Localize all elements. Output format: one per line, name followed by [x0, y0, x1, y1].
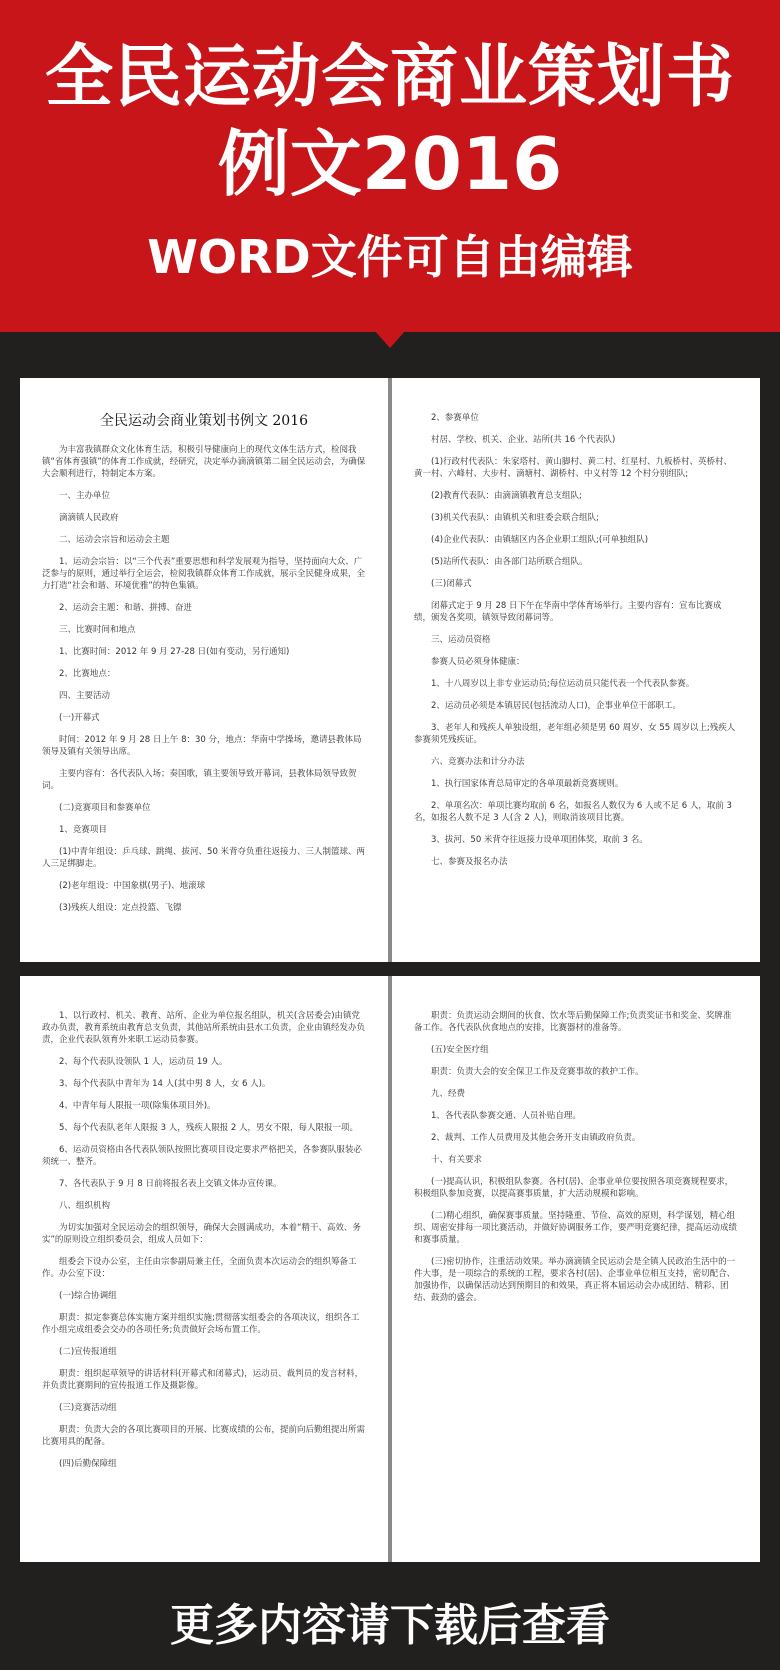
paragraph: 1、比赛时间：2012 年 9 月 27-28 日(如有变动，另行通知)	[59, 647, 290, 657]
page-divider	[388, 976, 392, 1562]
paragraph: 一、主办单位	[59, 491, 111, 501]
document-page-4	[392, 976, 760, 1562]
banner-title-line2: 例文2016	[217, 122, 563, 206]
paragraph: 职责：负责运动会期间的伙食、饮水等后勤保障工作;负责奖证书和奖金、奖牌准备工作。各代表队伙食地点的安排，比赛器材的准备等。	[414, 1011, 732, 1033]
paragraph: (三)竞赛活动组	[59, 1403, 117, 1413]
paragraph: (2)教育代表队：由滴滴镇教育总支组队;	[431, 491, 582, 501]
download-prompt: 更多内容请下载后查看	[170, 1600, 610, 1651]
title-banner	[0, 0, 780, 332]
paragraph: 职责：拟定参赛总体实施方案并组织实施;贯彻落实组委会的各项决议，组织各工作小组完成组委会交办的各项任务;负责做好会场布置工作。	[42, 1313, 360, 1335]
paragraph: 2、运动员必须是本镇居民(包括流动人口)，企事业单位干部职工。	[431, 701, 682, 711]
paragraph: (2)老年组设：中国象棋(男子)、地滚球	[59, 881, 206, 891]
paragraph: 1、十八周岁以上非专业运动员;每位运动员只能代表一个代表队参赛。	[431, 679, 695, 689]
paragraph: 1、运动会宗旨：以“三个代表”重要思想和科学发展观为指导，坚持面向大众、广泛参与的原则，通过举行全运会，检阅我镇群众体育工作成就，展示全民健身成果，全力打造“社会和谐、环境优雅”的特色集镇。	[42, 557, 366, 591]
paragraph: (4)企业代表队：由镇辖区内各企业职工组队;(可单独组队)	[431, 535, 649, 545]
paragraph: 5、每个代表队老年人限报 3 人，残疾人限报 2 人，男女不限，每人限报一项。	[59, 1123, 359, 1133]
paragraph: 为切实加强对全民运动会的组织领导，确保大会圆满成功，本着“精干、高效、务实”的原则设立组织委员会，组成人员如下：	[42, 1223, 361, 1245]
paragraph: (5)站所代表队：由各部门站所联合组队。	[431, 557, 588, 567]
paragraph: 四、主要活动	[59, 691, 111, 701]
paragraph: 闭幕式定于 9 月 28 日下午在华南中学体育场举行。主要内容有：宣布比赛成绩，颁发各奖项，镇领导致闭幕词等。	[414, 601, 722, 623]
paragraph: 三、运动员资格	[431, 635, 491, 645]
paragraph: 3、拔河、50 米背夺往返接力设单项团体奖，取前 3 名。	[431, 835, 648, 845]
paragraph: (五)安全医疗组	[431, 1045, 489, 1055]
document-page-1	[20, 378, 388, 962]
document-title: 全民运动会商业策划书例文 2016	[99, 413, 309, 429]
paragraph: 3、老年人和残疾人单独设组，老年组必须是男 60 周岁、女 55 周岁以上;残疾人参赛须凭残疾证。	[414, 723, 736, 745]
paragraph: 组委会下设办公室，主任由宗参副局兼主任，全面负责本次运动会的组织筹备工作。办公室下设：	[42, 1257, 357, 1279]
paragraph: 参赛人员必须身体健康：	[431, 657, 525, 667]
paragraph: 八、组织机构	[59, 1201, 111, 1211]
page-1-body	[42, 444, 366, 914]
paragraph: (一)提高认识，积极组队参赛。各村(居)、企事业单位要按照各项竞赛规程要求，积极组队参加竞赛，以提高赛事质量，扩大活动规模和影响。	[414, 1177, 734, 1199]
paragraph: 时间：2012 年 9 月 28 日上午 8：30 分，地点：华南中学操场，邀请县教体局领导及镇有关领导出席。	[42, 735, 362, 757]
paragraph: (二)精心组织，确保赛事质量。坚持隆重、节俭、高效的原则，科学谋划，精心组织、周密安排每一项比赛活动，并做好协调服务工作，要严明竞赛纪律，提高运动成绩和赛事质量。	[414, 1211, 738, 1245]
paragraph: (1)行政村代表队：朱家塔村、黄山脚村、黄二村、红星村、九板桥村、英桥村、黄一村、六峰村、大步村、滴塘村、湖桥村、中义村等 12 个村分别组队;	[414, 457, 733, 479]
page-2-body	[414, 412, 738, 868]
page-3-body	[42, 1010, 366, 1470]
paragraph: 职责：负责大会的安全保卫工作及竞赛事故的救护工作。	[431, 1067, 644, 1077]
document-page-3	[20, 976, 388, 1562]
paragraph: 1、各代表队参赛交通、人员补贴自理。	[431, 1111, 581, 1121]
paragraph: 1、执行国家体育总局审定的各单项最新竞赛规则。	[431, 779, 624, 789]
page-4-body	[414, 1010, 738, 1304]
paragraph: (二)宣传报道组	[59, 1347, 117, 1357]
document-page-2	[392, 378, 760, 962]
paragraph: (3)机关代表队：由镇机关和驻委会联合组队;	[431, 513, 599, 523]
paragraph: 2、单项名次：单项比赛均取前 6 名，如报名人数仅为 6 人或不足 6 人，取前 3 名，如报名人数不足 3 人(含 2 人)，则取消该项目比赛。	[414, 801, 732, 823]
paragraph: 六、竞赛办法和计分办法	[431, 757, 525, 767]
paragraph: 1、以行政村、机关、教育、站所、企业为单位报名组队，机关(含居委会)由镇党政办负责，教育系统由教育总支负责，其他站所系统由县水工负责，企业由镇经发办负责，企业代表队领育外来职工运动员参赛。	[42, 1011, 366, 1045]
paragraph: (一)综合协调组	[59, 1291, 117, 1301]
banner-title-line1: 全民运动会商业策划书	[44, 38, 735, 117]
paragraph: (四)后勤保障组	[59, 1459, 117, 1469]
paragraph: 主要内容有：各代表队入场；奏国歌，镇主要领导致开幕词，县教体局领导致贺词。	[42, 769, 357, 791]
paragraph: 6、运动员资格由各代表队领队按照比赛项目设定要求严格把关，各参赛队服装必须统一、整齐。	[42, 1145, 362, 1167]
paragraph: 九、经费	[431, 1089, 466, 1099]
paragraph: (二)竞赛项目和参赛单位	[59, 803, 151, 813]
paragraph: 2、裁判、工作人员费用及其他会务开支由镇政府负责。	[431, 1133, 641, 1143]
paragraph: 7、各代表队于 9 月 8 日前将报名表上交镇文体办宣传课。	[59, 1179, 282, 1189]
paragraph: 七、参赛及报名办法	[431, 857, 508, 867]
paragraph: 村居、学校、机关、企业、站所(共 16 个代表队)	[431, 435, 616, 445]
paragraph: 2、每个代表队设领队 1 人，运动员 19 人。	[59, 1057, 228, 1067]
paragraph: 三、比赛时间和地点	[59, 625, 136, 635]
paragraph: (3)残疾人组设：定点投篮、飞镖	[59, 903, 182, 913]
paragraph: 为丰富我镇群众文化体育生活，积极引导健康向上的现代文体生活方式，检阅我镇“省体育强镇”的体育工作成就，经研究，决定举办滴滴镇第二届全民运动会，为确保大会顺利进行，特制定本方案。	[42, 445, 366, 479]
banner-pointer	[374, 330, 406, 348]
paragraph: 2、运动会主题：和谐、拼搏、奋进	[59, 603, 192, 613]
paragraph: 职责：负责大会的各项比赛项目的开展、比赛成绩的公布，提前向后勤组提出所需比赛用具的配备。	[42, 1425, 366, 1447]
paragraph: (1)中青年组设：乒乓球、跳绳、拔河、50 米背夺负重往返接力、三人制篮球、两人三足绑脚走。	[42, 847, 366, 869]
paragraph: 2、比赛地点：	[59, 669, 116, 679]
page-divider	[388, 378, 392, 962]
paragraph: 3、每个代表队中青年为 14 人(其中男 8 人，女 6 人)。	[59, 1079, 271, 1089]
paragraph: (一)开幕式	[59, 713, 100, 723]
paragraph: 2、参赛单位	[431, 413, 479, 423]
paragraph: (三)密切协作，注重活动效果。举办滴滴镇全民运动会是全镇人民政治生活中的一件大事，是一项综合的系统的工程，要求各村(居)、企事业单位相互支持，密切配合、加强协作，以确保活动达到预期目的和效果，真正将本届运动会办成团结、精彩、团结、鼓劲的盛会。	[414, 1257, 736, 1303]
paragraph: 二、运动会宗旨和运动会主题	[59, 535, 170, 545]
banner-subtitle: WORD文件可自由编辑	[147, 230, 633, 284]
paragraph: 滴滴镇人民政府	[59, 513, 119, 523]
paragraph: 1、竞赛项目	[59, 825, 107, 835]
paragraph: (三)闭幕式	[431, 579, 472, 589]
paragraph: 4、中青年每人限报一项(除集体项目外)。	[59, 1101, 216, 1111]
paragraph: 十、有关要求	[431, 1155, 483, 1165]
paragraph: 职责：组织起草领导的讲话材料(开幕式和闭幕式)，运动员、裁判员的发言材料，并负责比赛期间的宣传报道工作及摄影像。	[42, 1369, 364, 1391]
